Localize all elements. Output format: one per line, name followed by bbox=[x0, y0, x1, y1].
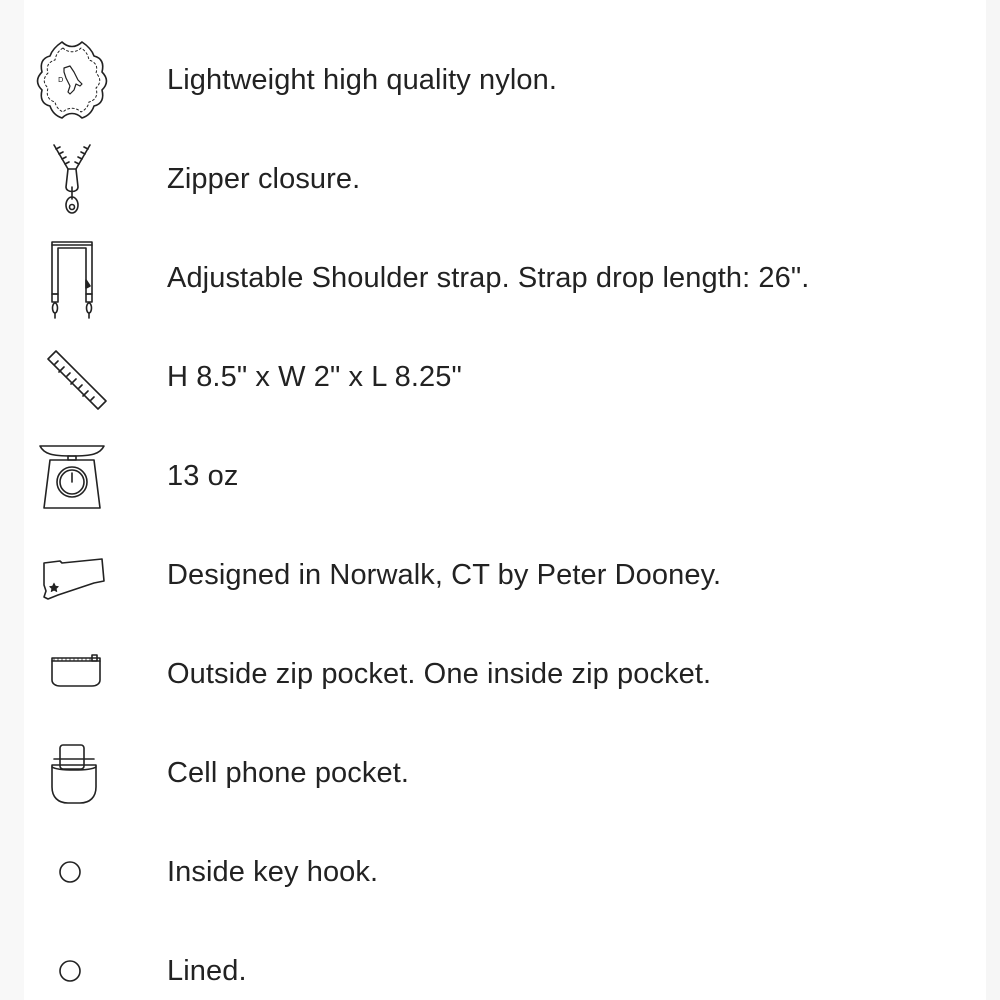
svg-text:D: D bbox=[58, 76, 64, 84]
scrollbar-track[interactable] bbox=[986, 0, 1000, 1000]
feature-text: Adjustable Shoulder strap. Strap drop length: 26". bbox=[167, 262, 810, 294]
left-margin bbox=[0, 0, 24, 1000]
feature-item-material bbox=[24, 0, 986, 99]
feature-item-lining bbox=[24, 891, 986, 990]
feature-text: Lightweight high quality nylon. bbox=[167, 64, 558, 96]
feature-text: Designed in Norwalk, CT by Peter Dooney. bbox=[167, 559, 722, 591]
feature-item-pockets bbox=[24, 594, 986, 693]
feature-item-dimensions bbox=[24, 297, 986, 396]
feature-text: Lined. bbox=[167, 955, 247, 987]
feature-text: Inside key hook. bbox=[167, 856, 379, 888]
feature-item-key-hook bbox=[24, 792, 986, 891]
circle-icon bbox=[32, 929, 112, 1000]
feature-text: Cell phone pocket. bbox=[167, 757, 410, 789]
feature-item-strap bbox=[24, 198, 986, 297]
feature-item-weight bbox=[24, 396, 986, 495]
feature-item-origin bbox=[24, 495, 986, 594]
feature-text: Outside zip pocket. One inside zip pocket. bbox=[167, 658, 712, 690]
feature-item-phone-pocket bbox=[24, 693, 986, 792]
feature-list bbox=[24, 0, 986, 1000]
feature-text: H 8.5" x W 2" x L 8.25" bbox=[167, 361, 462, 393]
feature-text: Zipper closure. bbox=[167, 163, 361, 195]
feature-item-closure bbox=[24, 99, 986, 198]
feature-text: 13 oz bbox=[167, 460, 239, 492]
